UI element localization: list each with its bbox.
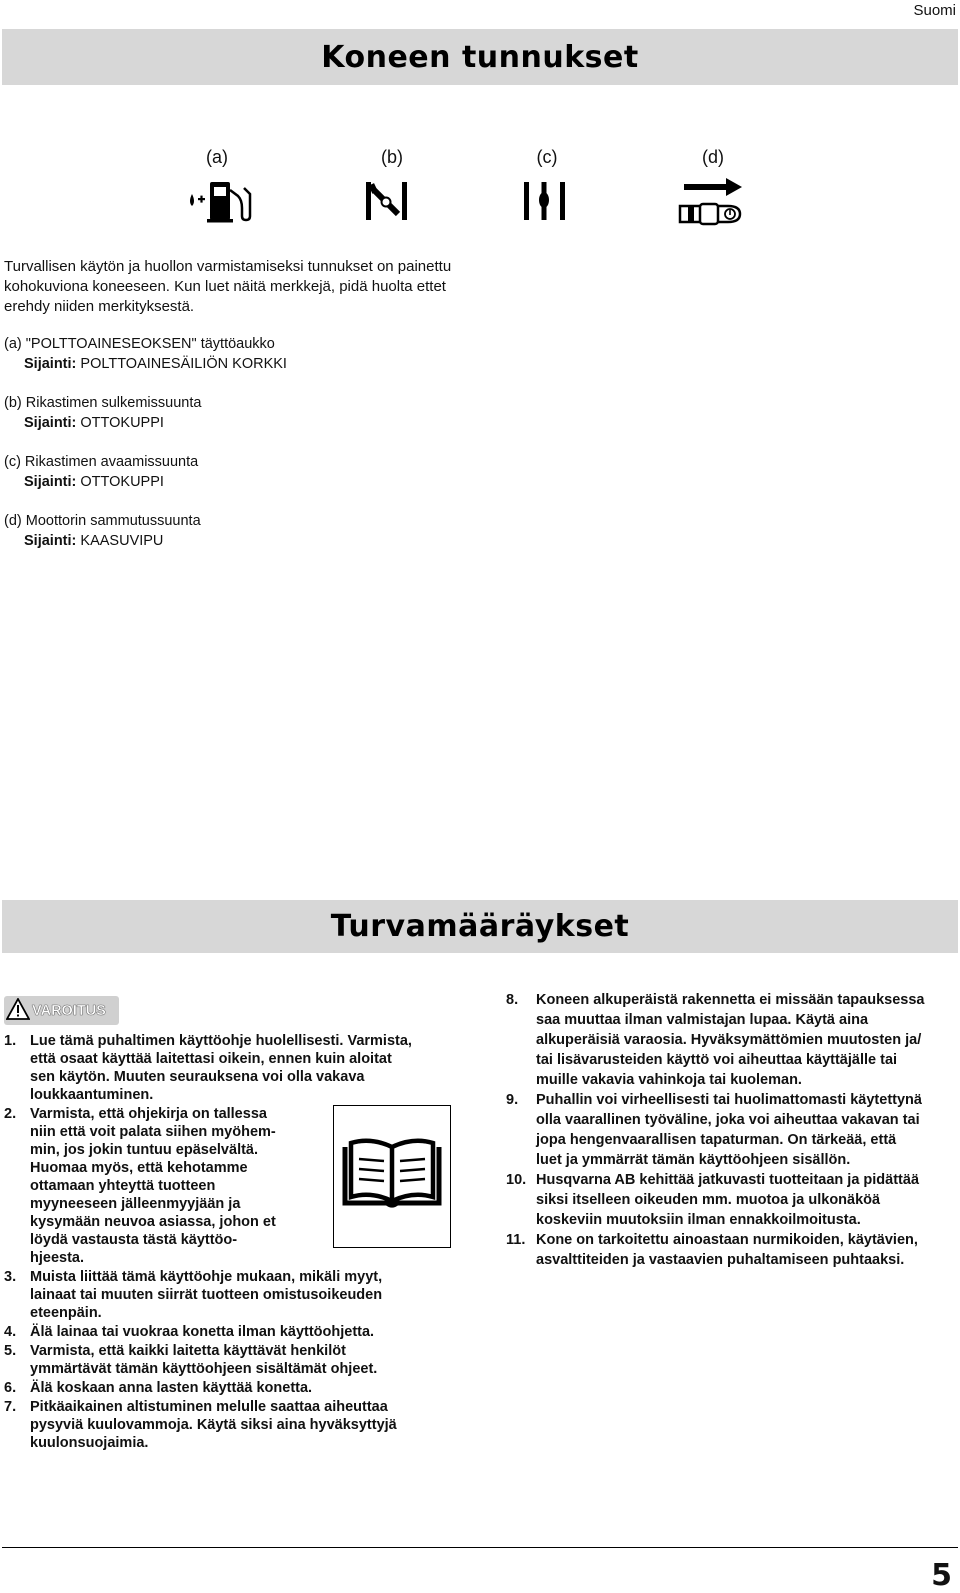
section-title-safety: Turvamääräykset [2,900,958,953]
list-item [506,1090,956,1170]
list-item [4,1268,474,1322]
location-a [4,334,287,374]
item-line: Älä lainaa tai vuokraa konetta ilman käyttöohjetta. [30,1324,375,1340]
item-line: Husqvarna AB kehittää jatkuvasti tuotteitaan ja pidättää [536,1172,920,1188]
item-line: Pitkäaikainen altistuminen melulle saattaa aiheuttaa [30,1399,388,1415]
item-line: lainaat tai muuten siirrät tuotteen omistusoikeuden [30,1287,383,1303]
symbol-label-b: (b) [381,147,403,167]
item-line: siksi itselleen oikeuden mm. muotoa ja ulkonäköä [536,1192,881,1208]
intro-paragraph: Turvallisen käytön ja huollon varmistamiseksi tunnukset on painettu kohokuviona koneeseen. Kun luet näitä merkkejä, pidä huolta ettet erehdy niiden merkityksestä. [4,258,452,315]
item-line: jopa hengenvaarallisen tapaturman. On tärkeää, että [536,1132,897,1148]
manual-book-icon [333,1105,451,1248]
footer-divider [2,1547,958,1548]
choke-open-icon [520,178,572,229]
item-line: tai lisävarusteiden käyttö voi aiheuttaa käyttäjälle tai [536,1052,898,1068]
language-label: Suomi [913,2,956,19]
item-line: alkuperäisiä varaosia. Hyväksymättömien muutosten ja/ [536,1032,922,1048]
item-number: 1. [4,1033,17,1049]
item-line: Älä koskaan anna lasten käyttää konetta. [30,1380,313,1396]
symbol-label-d: (d) [702,147,724,167]
item-number: 11. [506,1232,526,1248]
item-line: Varmista, että ohjekirja on tallessa [30,1106,267,1122]
symbol-label-a: (a) [206,147,228,167]
list-item [4,1342,474,1378]
item-number: 7. [4,1399,17,1415]
item-line: saa muuttaa ilman valmistajan lupaa. Käytä aina [536,1012,869,1028]
warning-label: VAROITUS [32,1002,106,1019]
item-line: että osaat käyttää laitettasi oikein, ennen kuin aloitat [30,1051,392,1067]
location-value: KAASUVIPU [80,533,164,549]
item-line: Muista liittää tämä käyttöohje mukaan, mikäli myyt, [30,1269,383,1285]
location-c [4,452,198,492]
item-line: olla vaarallinen työväline, joka voi aiheuttaa vakavan tai [536,1112,920,1128]
item-line: Koneen alkuperäistä rakennetta ei missään tapauksessa [536,992,925,1008]
item-line: Kone on tarkoitettu ainoastaan nurmikoiden, käytävien, [536,1232,918,1248]
list-item [4,1032,474,1104]
item-line: myyneeseen jälleenmyyjään ja [30,1196,241,1212]
location-desc: (b) Rikastimen sulkemissuunta [4,395,202,411]
symbol-label-c: (c) [536,147,558,167]
choke-closed-icon [362,178,414,229]
location-label: Sijainti: [24,415,77,431]
location-value: POLTTOAINESÄILIÖN KORKKI [80,356,287,372]
item-line: kysymään neuvoa asiassa, johon et [30,1214,276,1230]
item-number: 2. [4,1106,17,1122]
item-line: niin että voit palata siihen myöhem- [30,1124,276,1140]
item-line: Puhallin voi virheellisesti tai huolimattomasti käytettynä [536,1092,922,1108]
location-desc: (c) Rikastimen avaamissuunta [4,454,199,470]
item-line: luet ja ymmärrät tämän käyttöohjeen sisällön. [536,1152,851,1168]
location-desc: (d) Moottorin sammutussuunta [4,513,201,529]
location-value: OTTOKUPPI [80,415,164,431]
safety-rules-right [506,990,956,1270]
item-line: loukkaantuminen. [30,1087,154,1103]
fuel-pump-icon [186,178,254,229]
item-line: ottamaan yhteyttä tuotteen [30,1178,216,1194]
location-label: Sijainti: [24,356,77,372]
item-line: muille vakavia vahinkoja tai kuoleman. [536,1072,802,1088]
list-item [4,1379,474,1397]
list-item [506,1170,956,1230]
item-line: min, jos jokin tuntuu epäselvältä. [30,1142,259,1158]
item-line: Varmista, että kaikki laitetta käyttävät henkilöt [30,1343,346,1359]
item-number: 5. [4,1343,17,1359]
item-line: Lue tämä puhaltimen käyttöohje huolellisesti. Varmista, [30,1033,412,1049]
item-line: ymmärtävät tämän käyttöohjeen sisältämät ohjeet. [30,1361,378,1377]
section-title-symbols: Koneen tunnukset [2,29,958,85]
item-number: 3. [4,1269,17,1285]
list-item [506,990,956,1090]
page-number: 5 [931,1558,952,1593]
warning-triangle-icon [6,998,30,1024]
list-item [506,1230,956,1270]
item-line: koskeviin muutoksiin ilman ennakkoilmoitusta. [536,1212,861,1228]
location-d [4,511,201,551]
location-label: Sijainti: [24,533,77,549]
item-line: asvalttiteiden ja vastaavien puhaltamiseen puhtaaksi. [536,1252,905,1268]
engine-stop-arrow-icon [678,178,746,233]
location-b [4,393,201,433]
item-line: sen käytön. Muuten seurauksena voi olla vakava [30,1069,365,1085]
list-item [4,1398,474,1452]
item-number: 6. [4,1380,17,1396]
item-number: 10. [506,1172,527,1188]
item-line: löydä vastausta tästä käyttöo- [30,1232,238,1248]
item-line: kuulonsuojaimia. [30,1435,149,1451]
item-number: 4. [4,1324,17,1340]
location-value: OTTOKUPPI [80,474,164,490]
warning-badge [4,996,119,1025]
location-label: Sijainti: [24,474,77,490]
item-number: 8. [506,992,519,1008]
item-line: hjeesta. [30,1250,84,1266]
item-number: 9. [506,1092,519,1108]
item-line: eteenpäin. [30,1305,102,1321]
item-line: Huomaa myös, että kehotamme [30,1160,248,1176]
location-desc: (a) "POLTTOAINESEOKSEN" täyttöaukko [4,336,275,352]
item-line: pysyviä kuulovammoja. Käytä siksi aina hyväksyttyjä [30,1417,397,1433]
list-item [4,1323,474,1341]
